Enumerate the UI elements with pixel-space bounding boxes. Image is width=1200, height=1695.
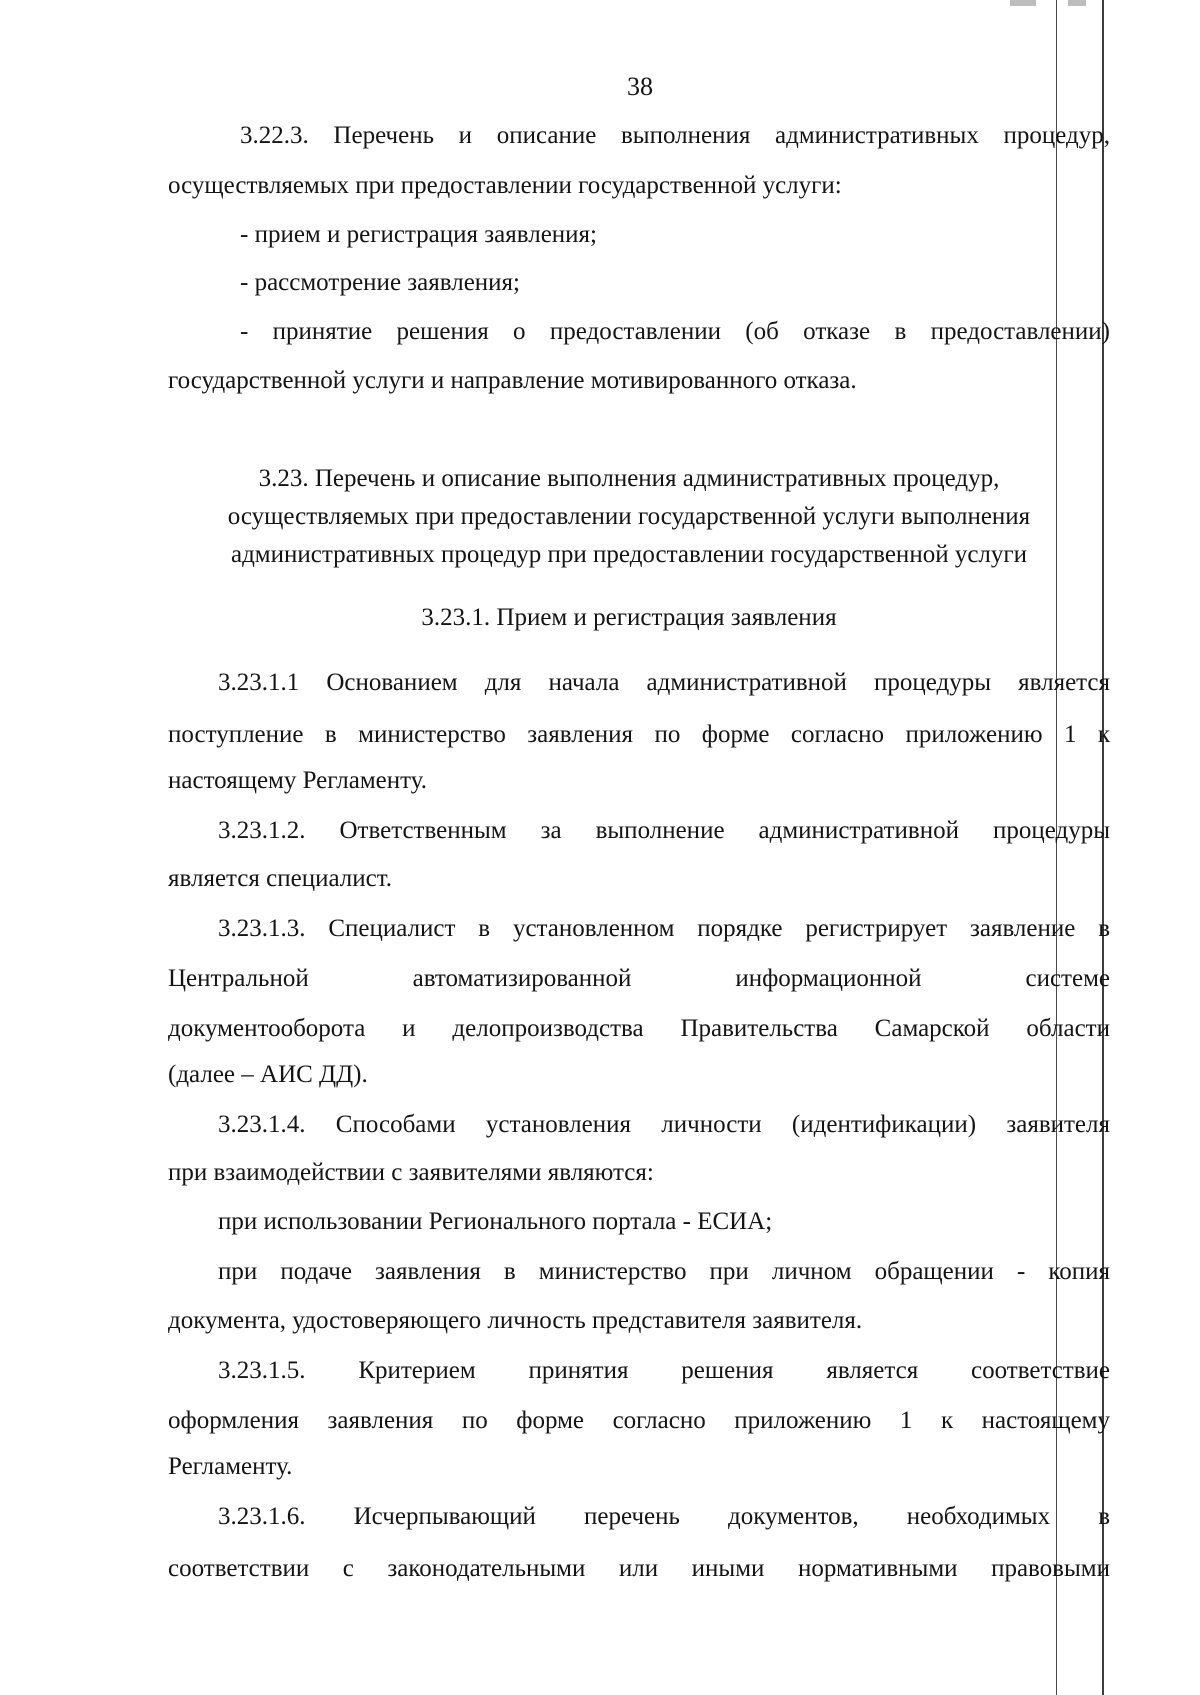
list-item: - рассмотрение заявления; <box>240 269 521 296</box>
section-heading: осуществляемых при предоставлении государственной услуги выполнения <box>227 503 1031 530</box>
list-item: - прием и регистрация заявления; <box>240 221 598 248</box>
paragraph-line: 3.23.1.1 Основанием для начала административной процедуры является <box>218 669 1110 696</box>
paragraph-3-22-3-line: осуществляемых при предоставлении государственной услуги: <box>168 172 842 199</box>
section-heading: 3.23. Перечень и описание выполнения административных процедур, <box>258 465 1000 492</box>
paragraph-line: 3.23.1.2. Ответственным за выполнение административной процедуры <box>218 817 1110 844</box>
paragraph-line: Регламенту. <box>168 1453 293 1480</box>
paragraph-line: при взаимодействии с заявителями являются: <box>168 1159 654 1186</box>
paragraph-line: поступление в министерство заявления по форме согласно приложению 1 к <box>168 721 1110 748</box>
paragraph-line: 3.23.1.6. Исчерпывающий перечень документов, необходимых в <box>218 1503 1110 1530</box>
scan-artifact <box>1010 0 1036 6</box>
paragraph-line: 3.23.1.4. Способами установления личности (идентификации) заявителя <box>218 1111 1110 1138</box>
list-item: - принятие решения о предоставлении (об отказе в предоставлении) <box>240 318 1110 345</box>
paragraph-line: является специалист. <box>168 865 393 892</box>
subsection-heading: 3.23.1. Прием и регистрация заявления <box>421 604 837 631</box>
paragraph-line: при использовании Регионального портала - ЕСИА; <box>218 1208 773 1235</box>
paragraph-line: оформления заявления по форме согласно приложению 1 к настоящему <box>168 1407 1110 1434</box>
paragraph-line: документооборота и делопроизводства Правительства Самарской области <box>168 1015 1110 1042</box>
paragraph-line: 3.23.1.5. Критерием принятия решения является соответствие <box>218 1357 1110 1384</box>
list-item: государственной услуги и направление мотивированного отказа. <box>168 367 857 394</box>
paragraph-3-22-3-line: 3.22.3. Перечень и описание выполнения административных процедур, <box>240 122 1110 149</box>
paragraph-line: Центральной автоматизированной информационной системе <box>168 965 1110 992</box>
paragraph-line: (далее – АИС ДД). <box>168 1061 368 1088</box>
section-heading: административных процедур при предоставлении государственной услуги <box>230 541 1028 568</box>
paragraph-line: настоящему Регламенту. <box>168 767 427 794</box>
paragraph-line: документа, удостоверяющего личность представителя заявителя. <box>168 1307 863 1334</box>
paragraph-line: соответствии с законодательными или иными нормативными правовыми <box>168 1555 1110 1582</box>
paragraph-line: при подаче заявления в министерство при личном обращении - копия <box>218 1258 1110 1285</box>
page-number: 38 <box>627 72 653 101</box>
scan-artifact <box>1068 0 1086 6</box>
paragraph-line: 3.23.1.3. Специалист в установленном порядке регистрирует заявление в <box>218 915 1110 942</box>
